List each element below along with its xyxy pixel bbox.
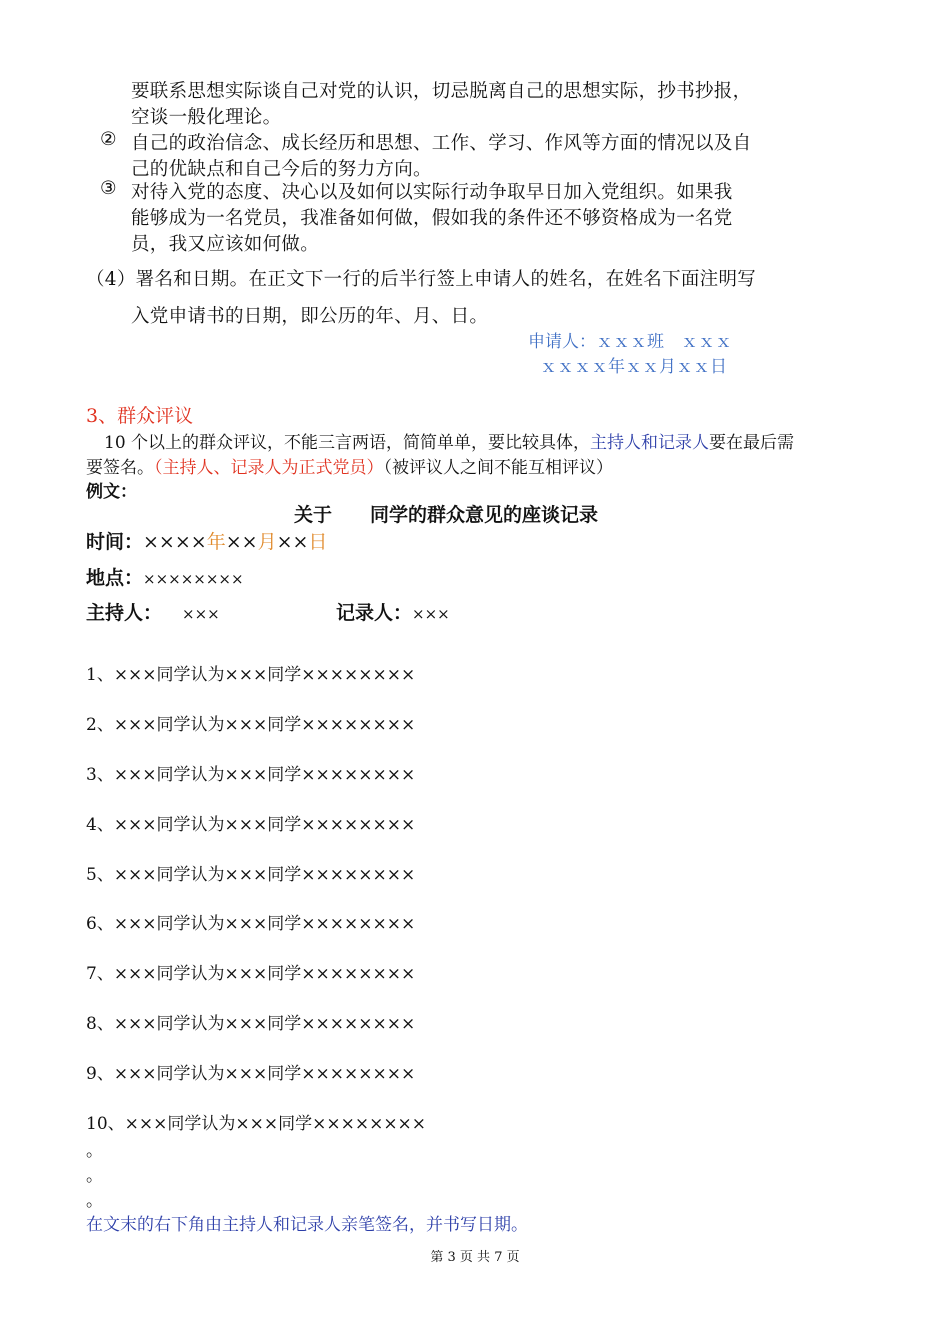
recorder-value: ×××: [412, 605, 450, 623]
recorder-row: [336, 598, 450, 625]
host-label: 主持人：: [86, 602, 163, 624]
list-item: 9、×××同学认为×××同学××××××××: [86, 1064, 416, 1084]
list-item: 5、×××同学认为×××同学××××××××: [86, 865, 416, 885]
list-item: 1、×××同学认为×××同学××××××××: [86, 665, 416, 685]
section-heading: 3、群众评议: [86, 405, 194, 427]
place-label: 地点：: [86, 567, 144, 589]
signature-date: ｘｘｘｘ年ｘｘ月ｘｘ日: [540, 357, 727, 377]
closing-note: 在文末的右下角由主持人和记录人亲笔签名，并书写日期。: [86, 1215, 528, 1235]
list-item: 3、×××同学认为×××同学××××××××: [86, 765, 416, 785]
example-label: 例文：: [86, 482, 137, 502]
record-title: 关于 同学的群众意见的座谈记录: [294, 504, 599, 526]
time-placeholder: ××: [225, 531, 258, 553]
paragraph-line: （4）署名和日期。在正文下一行的后半行签上申请人的姓名，在姓名下面注明写: [86, 269, 757, 290]
section-paragraph-line: [86, 453, 613, 478]
paragraph-text: 要签名。: [86, 458, 154, 478]
place-row: [86, 563, 244, 590]
time-row: [86, 527, 327, 554]
paragraph-line: 入党申请书的日期，即公历的年、月、日。: [131, 306, 489, 327]
host-row: [86, 598, 220, 625]
continuation-dot: 。: [86, 1191, 103, 1211]
list-item: 7、×××同学认为×××同学××××××××: [86, 964, 416, 984]
day-unit: 日: [308, 531, 328, 553]
paragraph-text: 10 个以上的群众评议，不能三言两语，简简单单，要比较具体，: [104, 433, 591, 453]
time-placeholder: ××××: [143, 531, 207, 553]
month-unit: 月: [257, 531, 277, 553]
list-item: 4、×××同学认为×××同学××××××××: [86, 815, 416, 835]
list-item-line: 自己的政治信念、成长经历和思想、工作、学习、作风等方面的情况以及自: [131, 133, 752, 154]
paragraph-text: （被评议人之间不能互相评议）: [383, 458, 613, 478]
list-marker: ③: [100, 178, 117, 199]
paragraph-line: 空谈一般化理论。: [131, 107, 282, 128]
list-item-line: 对待入党的态度、决心以及如何以实际行动争取早日加入党组织。如果我: [131, 182, 733, 203]
paragraph-line: 要联系思想实际谈自己对党的认识，切忌脱离自己的思想实际，抄书抄报，: [131, 81, 752, 102]
place-value: ××××××××: [143, 570, 244, 588]
list-item-line: 能够成为一名党员，我准备如何做，假如我的条件还不够资格成为一名党: [131, 208, 733, 229]
list-item-line: 己的优缺点和自己今后的努力方向。: [131, 159, 432, 180]
time-label: 时间：: [86, 531, 144, 553]
applicant-signature: 申请人：ｘｘｘ班 ｘｘｘ: [528, 332, 732, 352]
year-unit: 年: [206, 531, 226, 553]
list-item: 6、×××同学认为×××同学××××××××: [86, 914, 416, 934]
list-item-line: 员，我又应该如何做。: [131, 234, 320, 255]
continuation-dot: 。: [86, 1166, 103, 1186]
list-item: 2、×××同学认为×××同学××××××××: [86, 715, 416, 735]
list-item: 8、×××同学认为×××同学××××××××: [86, 1014, 416, 1034]
recorder-label: 记录人：: [336, 602, 413, 624]
host-recorder-highlight: 主持人和记录人: [590, 433, 710, 453]
list-item: 10、×××同学认为×××同学××××××××: [86, 1114, 427, 1134]
page-number: 第 3 页 共 7 页: [430, 1250, 520, 1265]
time-placeholder: ××: [276, 531, 309, 553]
section-paragraph-line: [104, 428, 794, 453]
party-member-note: （主持人、记录人为正式党员）: [154, 458, 384, 478]
paragraph-text: 要在最后需: [709, 433, 795, 453]
list-marker: ②: [100, 129, 117, 150]
continuation-dot: 。: [86, 1141, 103, 1161]
host-value: ×××: [182, 605, 220, 623]
